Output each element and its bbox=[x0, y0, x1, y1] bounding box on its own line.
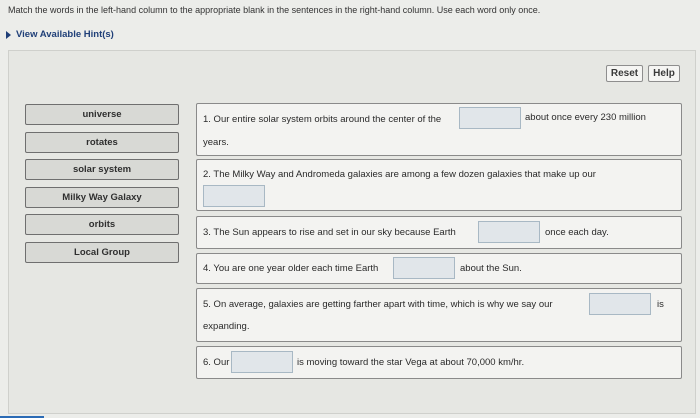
expand-triangle-icon bbox=[6, 31, 11, 39]
word-tile-solar-system[interactable]: solar system bbox=[25, 159, 179, 180]
sentence-5 bbox=[196, 288, 682, 342]
word-tile-universe[interactable]: universe bbox=[25, 104, 179, 125]
sentence-4-text-before: 4. You are one year older each time Earth bbox=[203, 263, 379, 274]
sentence-5-text-before: 5. On average, galaxies are getting farther apart with time, which is why we say our bbox=[203, 299, 553, 310]
sentence-1-blank[interactable] bbox=[459, 107, 521, 129]
word-tile-local-group[interactable]: Local Group bbox=[25, 242, 179, 263]
sentence-6-text-after: is moving toward the star Vega at about 70,000 km/hr. bbox=[297, 357, 525, 368]
sentence-2-text-before: 2. The Milky Way and Andromeda galaxies are among a few dozen galaxies that make up our bbox=[203, 169, 596, 180]
sentence-2-blank[interactable] bbox=[203, 185, 265, 207]
word-tile-orbits[interactable]: orbits bbox=[25, 214, 179, 235]
sentence-1-text-after: about once every 230 million bbox=[525, 112, 646, 123]
help-button[interactable]: Help bbox=[648, 65, 680, 82]
sentence-1 bbox=[196, 103, 682, 156]
sentence-3-blank[interactable] bbox=[478, 221, 540, 243]
sentence-6-text-before: 6. Our bbox=[203, 357, 230, 368]
sentence-5-blank[interactable] bbox=[589, 293, 651, 315]
instructions-text: Match the words in the left-hand column to the appropriate blank in the sentences in the right-hand column. Use each word only once. bbox=[8, 5, 541, 15]
sentence-4-text-after: about the Sun. bbox=[460, 263, 522, 274]
reset-button[interactable]: Reset bbox=[606, 65, 643, 82]
view-hints-toggle[interactable] bbox=[6, 29, 114, 40]
sentence-3-text-before: 3. The Sun appears to rise and set in our sky because Earth bbox=[203, 227, 456, 238]
sentence-5-text-after: is bbox=[657, 299, 664, 310]
sentence-6 bbox=[196, 346, 682, 379]
sentence-3 bbox=[196, 216, 682, 249]
sentence-4-blank[interactable] bbox=[393, 257, 455, 279]
sentence-1-text-before: 1. Our entire solar system orbits around the center of the bbox=[203, 114, 442, 125]
sentence-5-text-cont: expanding. bbox=[203, 321, 250, 332]
sentence-3-text-after: once each day. bbox=[545, 227, 609, 238]
sentence-2 bbox=[196, 159, 682, 211]
sentence-6-blank[interactable] bbox=[231, 351, 293, 373]
sentence-4 bbox=[196, 253, 682, 284]
word-tile-rotates[interactable]: rotates bbox=[25, 132, 179, 153]
matching-panel bbox=[8, 50, 696, 414]
view-hints-label: View Available Hint(s) bbox=[16, 29, 114, 40]
sentence-1-text-cont: years. bbox=[203, 137, 229, 148]
word-tile-milky-way-galaxy[interactable]: Milky Way Galaxy bbox=[25, 187, 179, 208]
